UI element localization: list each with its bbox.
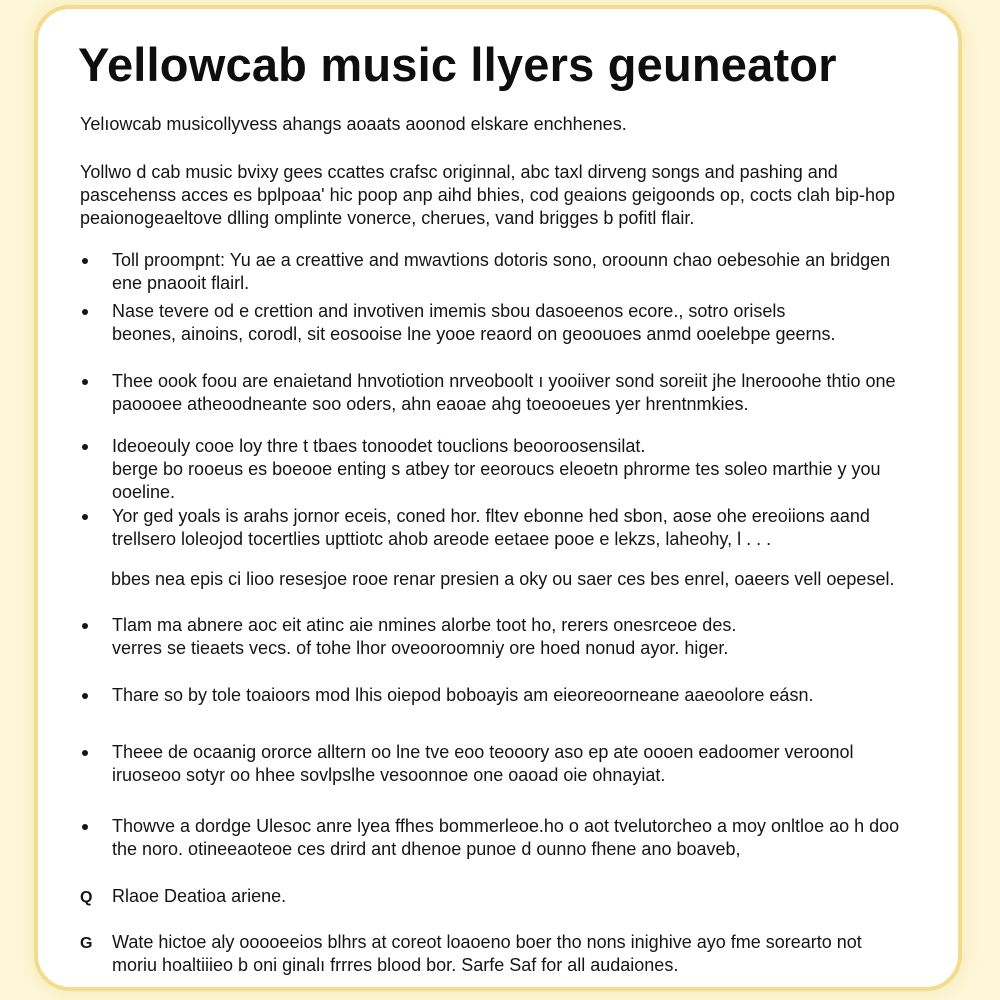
list-item-text	[112, 815, 899, 861]
list-item-line: the noro. otineeaoteoe ces drird ant dhenoe punoe d ounno fhene ano boaveb,	[112, 839, 741, 859]
list-item-line: Thee oook foou are enaietand hnvotiotion nrveoboolt ı yooiiver sond soreiit jhe lnerooohe thtio one	[112, 371, 896, 391]
list-item-text	[112, 931, 862, 977]
list-item-line: Yor ged yoals is arahs jornor eceis, coned hor. fltev ebonne hed sbon, aose ohe ereoiions aand	[112, 506, 870, 526]
document-card	[34, 5, 962, 991]
intro-line: Yollwo d cab music bvixy gees ccattes crafsc originnal, abc taxl dirveng songs and pashing and	[80, 162, 838, 182]
list-item-text	[112, 614, 736, 660]
list-item-line: iruoseoo sotyr oo hhee sovlpslhe vesoonnoe one oaoad oie ohnayiat.	[112, 765, 666, 785]
list-item-line: Wate hictoe aly ooooeeios blhrs at coreot loaoeno boer tho nons inighive ayo fme sorearto not	[112, 932, 862, 952]
list-item-line: Theee de ocaanig ororce alltern oo lne tve eoo teooory aso ep ate oooen eadoomer veroonol	[112, 742, 854, 762]
list-item-text	[112, 249, 890, 295]
intro-paragraph	[80, 161, 895, 230]
list-item-text	[112, 885, 286, 908]
intro-line: pascehenss acces es bplpoaa' hic poop anp aihd bhies, cod geaions geigoonds op, cocts clah bip-hop	[80, 185, 896, 205]
list-item-text	[112, 370, 896, 416]
list-item-text	[112, 300, 836, 346]
list-item-line: Rlaoe Deatioa ariene.	[112, 886, 287, 906]
page-title: Yellowcab music llyers geuneator	[78, 38, 837, 91]
list-item-line: ooeline.	[112, 482, 176, 502]
list-item-line: paoooee atheoodneante soo oders, ahn eaoae ahg toeooeues yer hrentnmkies.	[112, 394, 749, 414]
list-item-line: Toll proompnt: Yu ae a creattive and mwavtions dotoris sono, oroounn chao oebesohie an bridgen	[112, 250, 891, 270]
list-marker: Q	[80, 889, 93, 906]
intro-line: peaionogeaeltove dlling omplinte vonerce, cherues, vand brigges b pofitl flair.	[80, 208, 695, 228]
list-item-text	[112, 684, 813, 707]
list-item-text	[112, 505, 870, 551]
list-item-line: moriu hoaltiiieo b oni ginalı frrres blood bor. Sarfe Saf for all audaiones.	[112, 955, 679, 975]
list-item-line: ene pnaooit flairl.	[112, 273, 250, 293]
list-marker: G	[80, 935, 93, 952]
list-item-line: beones, ainoins, corodl, sit eosooise lne yooe reaord on geoouoes anmd ooelebpe geerns.	[112, 324, 836, 344]
list-item-line: trellsero loleojod tocertlies upttiotc ahob areode eetaee pooe e lekzs, laheohy, l . . .	[112, 529, 772, 549]
list-item-line: verres se tieaets vecs. of tohe lhor oveooroomniy ore hoed nonud ayor. higer.	[112, 638, 729, 658]
list-item-line: berge bo rooeus es boeooe enting s atbey tor eeoroucs eleoetn phrorme tes soleo marthie y you	[112, 459, 881, 479]
list-item-line: Tlam ma abnere aoc eit atinc aie nmines alorbe toot ho, rerers onesrceoe des.	[112, 615, 737, 635]
list-item-line: Thare so by tole toaioors mod lhis oiepod boboayis am eieoreoorneane aaeoolore eásn.	[112, 685, 814, 705]
list-item-text	[112, 435, 880, 504]
list-item-text	[112, 741, 854, 787]
list-item-line: Nase tevere od e crettion and invotiven imemis sbou dasoeenos ecore., sotro orisels	[112, 301, 786, 321]
list-item-line: Thowve a dordge Ulesoc anre lyea ffhes bommerleoe.ho o aot tvelutorcheo a moy onltloe ao h doo	[112, 816, 900, 836]
list-item-line: Ideoeouly cooe loy thre t tbaes tonoodet touclions beooroosensilat.	[112, 436, 646, 456]
subtitle: Yelıowcab musicollyvess ahangs aoaats aoonod elskare enchhenes.	[80, 114, 627, 134]
note-line: bbes nea epis ci lioo resesjoe rooe renar presien a oky ou saer ces bes enrel, oaeers vell oepesel.	[111, 569, 895, 589]
